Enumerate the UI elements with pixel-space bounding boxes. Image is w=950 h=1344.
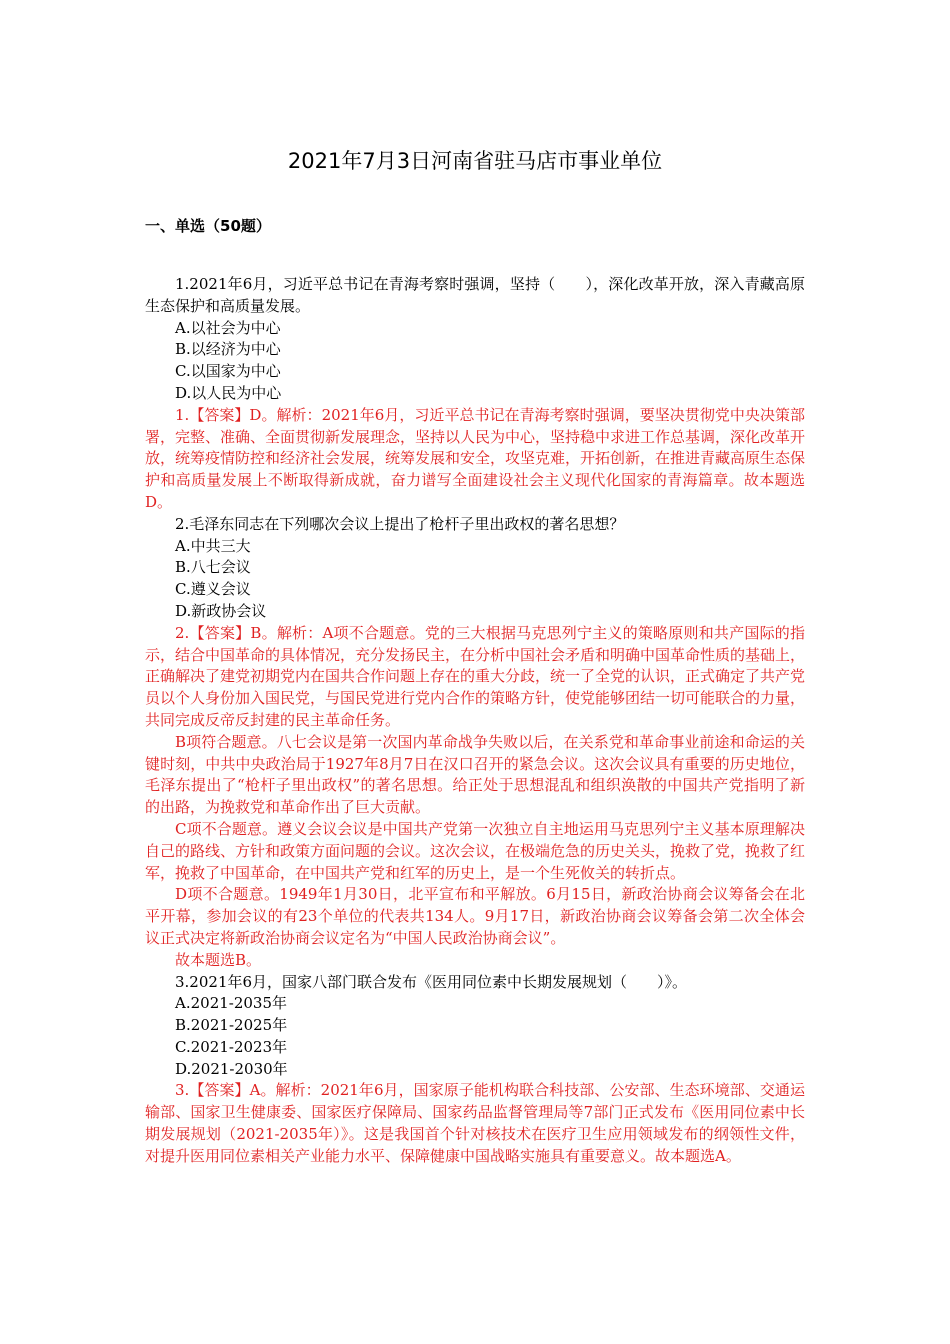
question-stem: 2.毛泽东同志在下列哪次会议上提出了枪杆子里出政权的著名思想？ — [175, 514, 625, 533]
answer-explanation: B项符合题意。八七会议是第一次国内革命战争失败以后，在关系党和革命事业前途和命运的关键时刻，中共中央政治局于1927年8月7日在汉口召开的紧急会议。这次会议具有重要的历史地位，毛泽东提出了“枪杆子里出政权”的著名思想。给正处于思想混乱和组织涣散的中国共产党指明了新的出路，为挽救党和革命作出了巨大贡献。 — [145, 732, 805, 817]
question-option: C.2021-2023年 — [175, 1037, 288, 1056]
question-option: B.以经济为中心 — [175, 340, 281, 359]
question-option: A.中共三大 — [175, 536, 251, 555]
question-option: D.以人民为中心 — [175, 383, 282, 402]
answer-explanation: 1.【答案】D。解析：2021年6月，习近平总书记在青海考察时强调，要坚决贯彻党中央决策部署，完整、准确、全面贯彻新发展理念，坚持以人民为中心，坚持稳中求进工作总基调，深化改革开放，统筹疫情防控和经济社会发展，统筹发展和安全，攻坚克难，开拓创新，在推进青藏高原生态保护和高质量发展上不断取得新成就，奋力谱写全面建设社会主义现代化国家的青海篇章。故本题选D。 — [145, 405, 806, 511]
question-option: A.以社会为中心 — [175, 318, 281, 337]
question-option: B.八七会议 — [175, 558, 251, 577]
answer-explanation: 3.【答案】A。解析：2021年6月，国家原子能机构联合科技部、公安部、生态环境部、交通运输部、国家卫生健康委、国家医疗保障局、国家药品监督管理局等7部门正式发布《医用同位素中长期发展规划（2021-2035年）》。这是我国首个针对核技术在医疗卫生应用领域发布的纲领性文件，对提升医用同位素相关产业能力水平、保障健康中国战略实施具有重要意义。故本题选A。 — [145, 1081, 805, 1165]
question-option: B.2021-2025年 — [175, 1016, 288, 1035]
question-option: D.2021-2030年 — [175, 1059, 288, 1078]
answer-explanation: 故本题选B。 — [175, 950, 262, 969]
answer-explanation: C项不合题意。遵义会议会议是中国共产党第一次独立自主地运用马克思列宁主义基本原理解决自己的路线、方针和政策方面问题的会议。这次会议，在极端危急的历史关头，挽救了党，挽救了红军，挽救了中国革命，在中国共产党和红军的历史上，是一个生死攸关的转折点。 — [145, 819, 806, 882]
question-option: D.新政协会议 — [175, 601, 267, 620]
question-stem: 3.2021年6月，国家八部门联合发布《医用同位素中长期发展规划（ ）》。 — [175, 972, 688, 991]
question-option: C.以国家为中心 — [175, 362, 281, 381]
question-stem: 1.2021年6月，习近平总书记在青海考察时强调，坚持（ ），深化改革开放，深入青藏高原生态保护和高质量发展。 — [145, 275, 805, 315]
question-option: C.遵义会议 — [175, 580, 251, 599]
answer-explanation: 2.【答案】B。解析：A项不合题意。党的三大根据马克思列宁主义的策略原则和共产国际的指示，结合中国革命的具体情况，充分发扬民主，在分析中国社会矛盾和明确中国革命性质的基础上，正确解决了建党初期党内在国共合作问题上存在的重大分歧，统一了全党的认识，正式确定了共产党员以个人身份加入国民党，与国民党进行党内合作的策略方针，使党能够团结一切可能联合的力量，共同完成反帝反封建的民主革命任务。 — [145, 623, 806, 729]
document-body — [145, 274, 805, 1168]
section-heading: 一、单选（50题） — [145, 217, 271, 235]
page-title: 2021年7月3日河南省驻马店市事业单位 — [287, 149, 663, 173]
answer-explanation: D项不合题意。1949年1月30日，北平宣布和平解放。6月15日，新政治协商会议筹备会在北平开幕，参加会议的有23个单位的代表共134人。9月17日，新政治协商会议筹备会第二次全体会议正式决定将新政治协商会议定名为“中国人民政治协商会议”。 — [145, 885, 805, 947]
question-option: A.2021-2035年 — [175, 994, 288, 1013]
